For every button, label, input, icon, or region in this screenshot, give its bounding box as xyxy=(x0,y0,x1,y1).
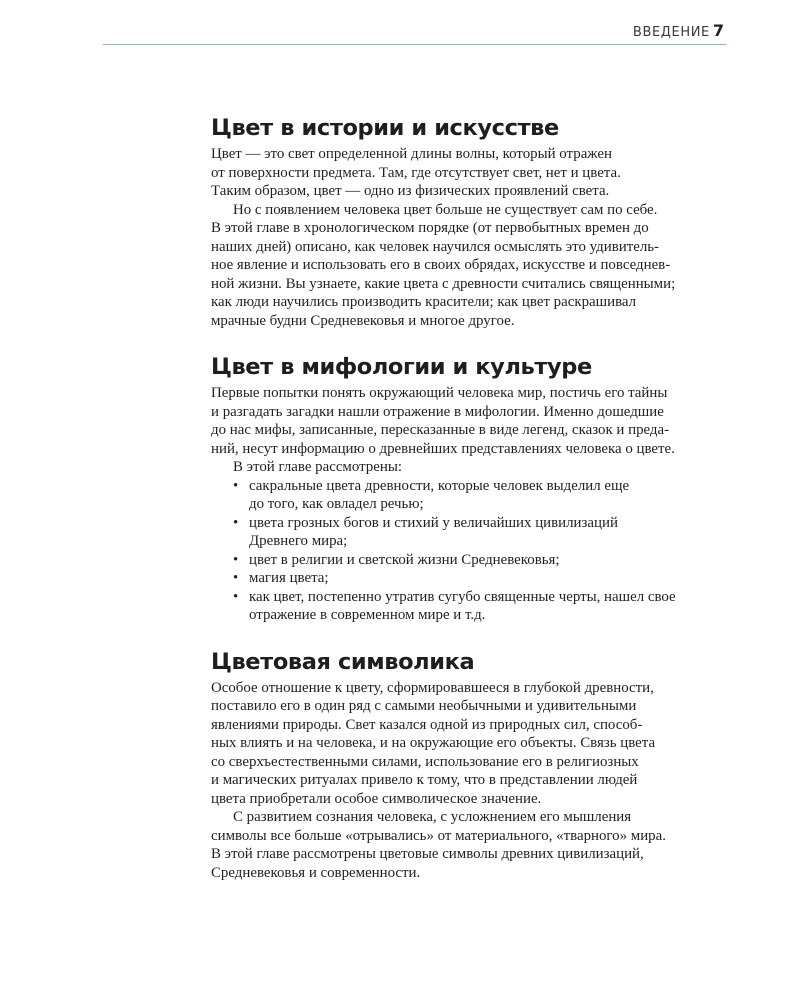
text-line: ний, несут информацию о древнейших представлениях человека о цвете. xyxy=(211,440,675,457)
section-history-and-art xyxy=(211,114,731,330)
text-line: символы все больше «отрывались» от материального, «тварного» мира. xyxy=(211,827,666,844)
text-line: от поверхности предмета. Там, где отсутствует свет, нет и цвета. xyxy=(211,164,621,181)
section-mythology-and-culture xyxy=(211,353,731,625)
text-line: наших дней) описано, как человек научился осмыслять это удивитель- xyxy=(211,238,660,255)
text-line: до того, как овладел речью; xyxy=(249,496,424,512)
bullet-dot-icon: • xyxy=(233,570,239,586)
section-body xyxy=(211,679,731,883)
text-line: цвета приобретали особое символическое значение. xyxy=(211,790,542,807)
header-rule xyxy=(103,44,726,45)
text-line: Цвет — это свет определенной длины волны, который отражен xyxy=(211,146,612,162)
text-line: до нас мифы, записанные, пересказанные в виде легенд, сказок и преда- xyxy=(211,422,670,438)
text-line: и разгадать загадки нашли отражение в мифологии. Именно дошедшие xyxy=(211,403,664,420)
bullet-dot-icon: • xyxy=(233,514,239,531)
text-line: В этой главе рассмотрены: xyxy=(233,459,402,475)
text-line: Средневековья и современности. xyxy=(211,864,421,881)
list-item xyxy=(211,569,731,588)
list-item xyxy=(211,588,731,625)
list-item xyxy=(211,477,731,514)
bullet-list xyxy=(211,477,731,625)
text-line: и магических ритуалах привело к тому, что в представлении людей xyxy=(211,772,638,788)
text-line: Таким образом, цвет — одно из физических проявлений света. xyxy=(211,183,610,199)
text-line: сакральные цвета древности, которые человек выделил еще xyxy=(249,477,630,494)
text-line: ных влиять и на человека, и на окружающие его объекты. Связь цвета xyxy=(211,735,656,751)
list-item xyxy=(211,514,731,551)
page-content xyxy=(211,114,731,882)
text-line: Первые попытки понять окружающий человека мир, постичь его тайны xyxy=(211,385,668,401)
bullet-dot-icon: • xyxy=(233,588,239,605)
text-line: цвета грозных богов и стихий у величайших цивилизаций xyxy=(249,514,618,531)
page-number: 7 xyxy=(712,21,724,40)
text-line: со сверхъестественными силами, использование его в религиозных xyxy=(211,753,639,770)
running-header xyxy=(633,21,724,40)
text-line: цвет в религии и светской жизни Средневековья; xyxy=(249,551,560,568)
text-line: В этой главе в хронологическом порядке (от первобытных времен до xyxy=(211,220,649,236)
section-title: Цветовая символика xyxy=(211,648,475,675)
list-item xyxy=(211,551,731,570)
text-line: ное явление и использовать его в своих обрядах, искусстве и повседнев- xyxy=(211,257,671,273)
section-body xyxy=(211,384,731,625)
text-line: Но с появлением человека цвет больше не существует сам по себе. xyxy=(233,201,658,218)
text-line: мрачные будни Средневековья и многое другое. xyxy=(211,312,515,329)
text-line: В этой главе рассмотрены цветовые символы древних цивилизаций, xyxy=(211,846,644,862)
text-line: явлениями природы. Свет казался одной из природных сил, способ- xyxy=(211,716,643,733)
bullet-dot-icon: • xyxy=(233,477,239,494)
text-line: С развитием сознания человека, с усложнением его мышления xyxy=(233,809,632,825)
running-header-section: ВВЕДЕНИЕ xyxy=(632,25,710,40)
text-line: как цвет, постепенно утратив сугубо священные черты, нашел свое xyxy=(249,588,676,605)
section-title: Цвет в мифологии и культуре xyxy=(211,354,592,380)
section-color-symbolism xyxy=(211,648,731,883)
bullet-dot-icon: • xyxy=(233,551,239,568)
text-line: поставило его в один ряд с самыми необычными и удивительными xyxy=(211,698,637,714)
section-body xyxy=(211,145,731,330)
section-title: Цвет в истории и искусстве xyxy=(211,115,559,141)
text-line: отражение в современном мире и т.д. xyxy=(249,607,486,623)
text-line: ной жизни. Вы узнаете, какие цвета с древности считались священными; xyxy=(211,275,676,292)
text-line: Особое отношение к цвету, сформировавшееся в глубокой древности, xyxy=(211,679,654,696)
text-line: как люди научились производить красители; как цвет раскрашивал xyxy=(211,294,637,310)
text-line: Древнего мира; xyxy=(249,533,348,549)
text-line: магия цвета; xyxy=(249,570,329,586)
